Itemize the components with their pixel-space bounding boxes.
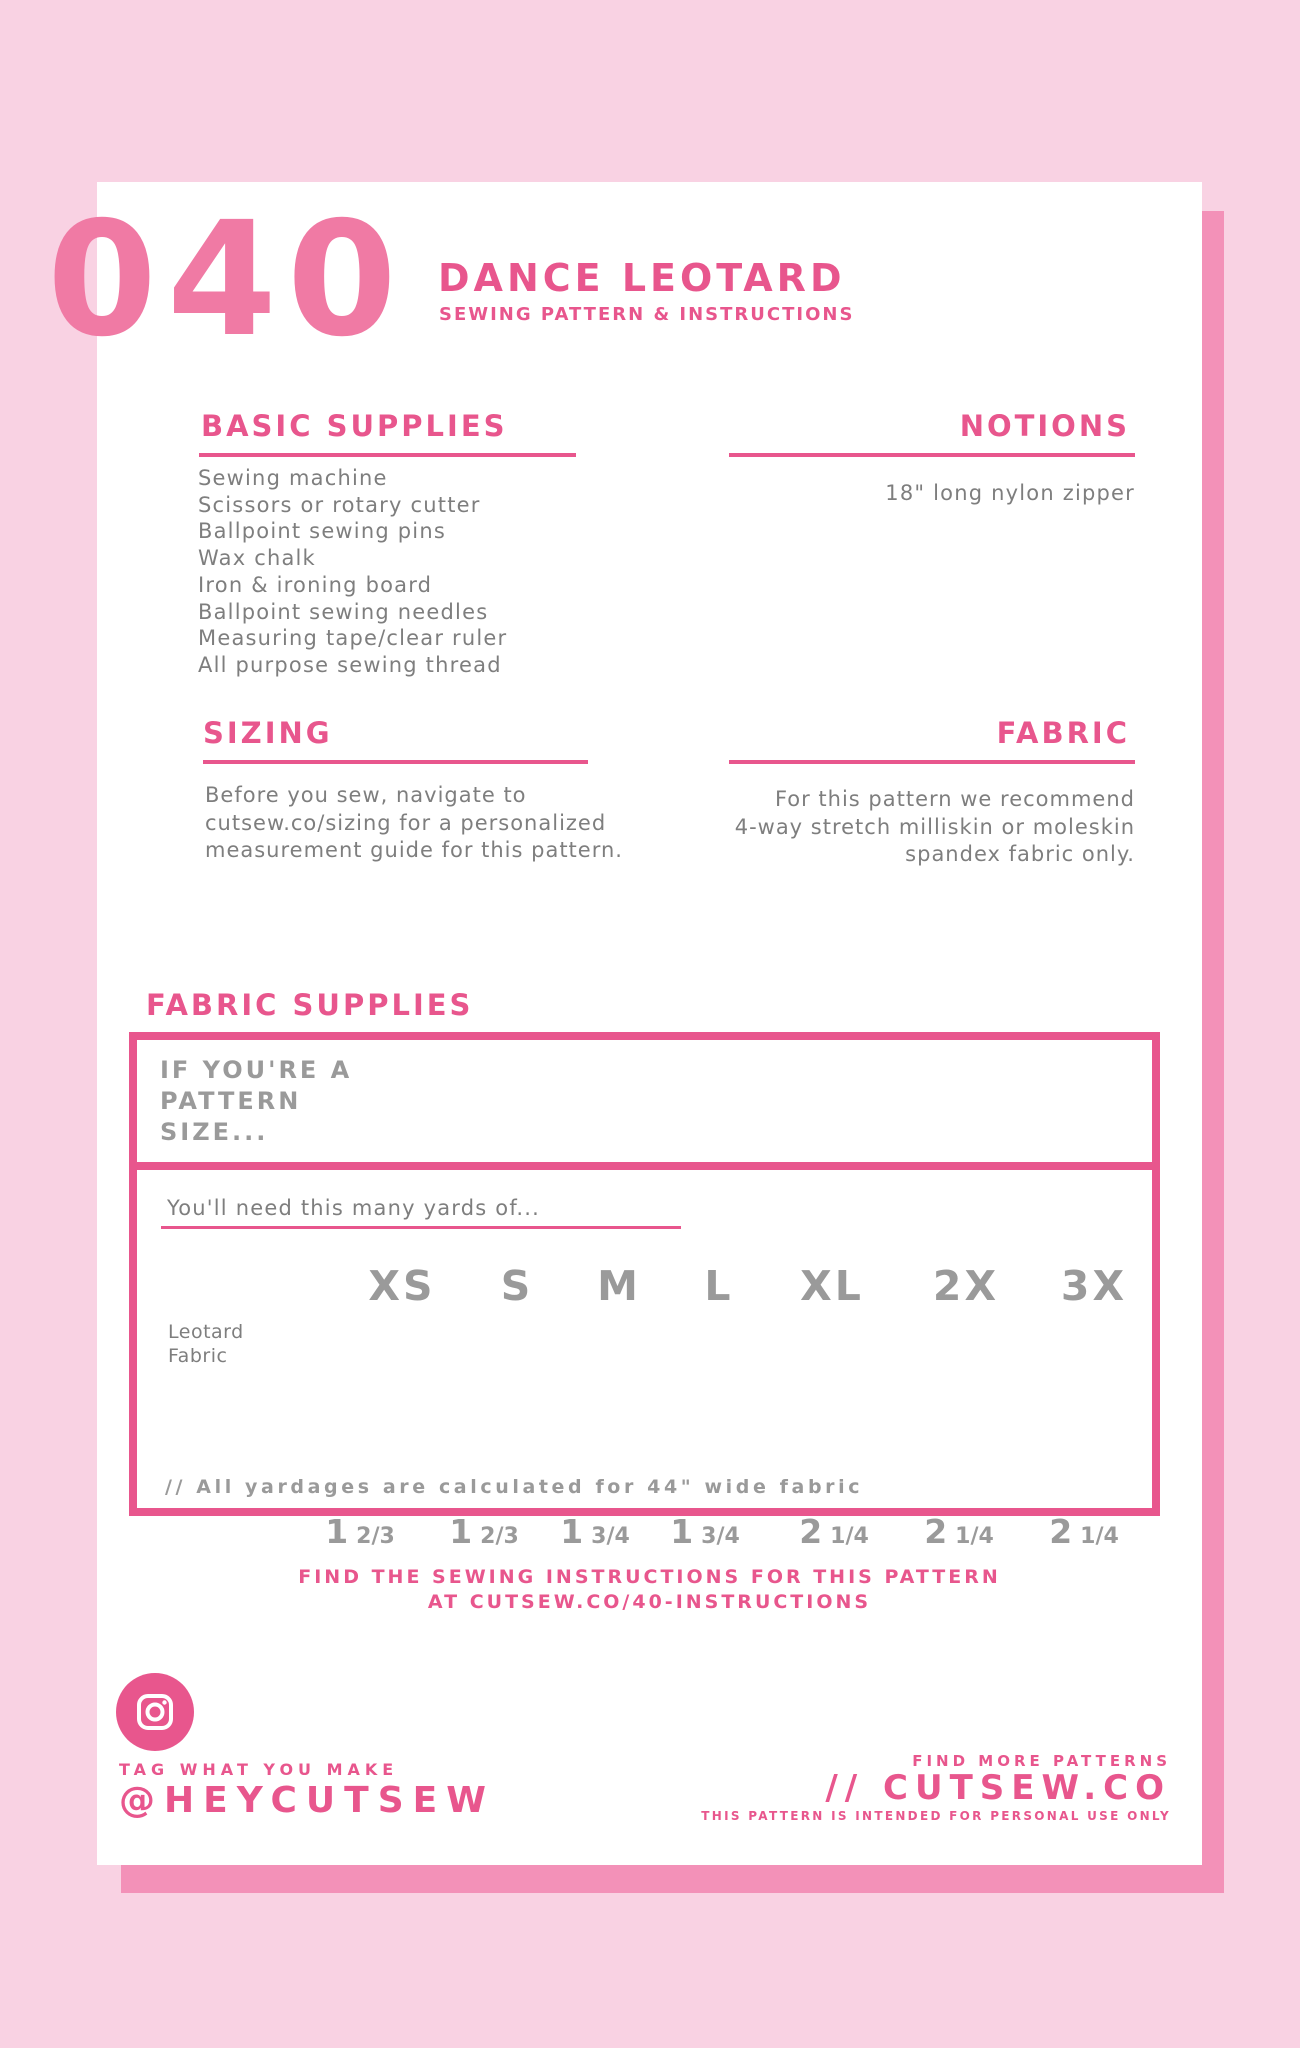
pattern-number: 040 xyxy=(47,188,407,372)
size-2x: 2X xyxy=(932,1262,1000,1310)
yardage-m: 1 3/4 xyxy=(560,1512,630,1551)
yards-intro: You'll need this many yards of... xyxy=(167,1196,541,1220)
list-item: Ballpoint sewing needles xyxy=(198,599,489,624)
basic-supplies-title: BASIC SUPPLIES xyxy=(201,409,508,443)
size-l: L xyxy=(704,1262,734,1310)
yardage-3x: 2 1/4 xyxy=(1049,1512,1119,1551)
sizing-title: SIZING xyxy=(203,716,333,750)
instagram-handle[interactable]: @HEYCUTSEW xyxy=(119,1780,495,1821)
fabric-text: For this pattern we recommend 4-way stretch milliskin or moleskin spandex fabric only. xyxy=(734,787,1135,866)
sizing-text: Before you sew, navigate to cutsew.co/sizing for a personalized measurement guide for this pattern. xyxy=(205,783,623,862)
list-item: Wax chalk xyxy=(198,546,316,571)
tag-line: TAG WHAT YOU MAKE xyxy=(119,1760,399,1779)
size-3x: 3X xyxy=(1060,1262,1128,1310)
site-link[interactable]: // CUTSEW.CO xyxy=(825,1768,1171,1808)
pattern-sheet xyxy=(47,182,1202,1865)
pattern-subtitle: SEWING PATTERN & INSTRUCTIONS xyxy=(439,304,855,325)
list-item: 18" long nylon zipper xyxy=(885,481,1135,505)
notions-rule xyxy=(729,453,1135,457)
yardage-footnote: // All yardages are calculated for 44" wide fabric xyxy=(165,1476,864,1498)
instructions-link[interactable]: FIND THE SEWING INSTRUCTIONS FOR THIS PATTERN AT CUTSEW.CO/40-INSTRUCTIONS xyxy=(298,1566,1001,1613)
pattern-title: DANCE LEOTARD xyxy=(438,256,846,300)
notions-title: NOTIONS xyxy=(959,409,1130,443)
fabric-rule xyxy=(729,760,1135,764)
basic-supplies-list xyxy=(198,465,507,679)
fabric-supplies-title: FABRIC SUPPLIES xyxy=(146,988,474,1022)
list-item: Iron & ironing board xyxy=(198,572,433,597)
yardage-s: 1 2/3 xyxy=(449,1512,519,1551)
yardage-xl: 2 1/4 xyxy=(799,1512,869,1551)
list-item: Sewing machine xyxy=(198,466,388,490)
disclaimer: THIS PATTERN IS INTENDED FOR PERSONAL USE ONLY xyxy=(701,1809,1171,1823)
sizing-rule xyxy=(203,760,588,764)
yards-intro-rule xyxy=(161,1226,681,1229)
yardage-l: 1 3/4 xyxy=(670,1512,740,1551)
yardage-xs: 1 2/3 xyxy=(325,1512,395,1551)
size-s: S xyxy=(500,1262,534,1310)
yardage-2x: 2 1/4 xyxy=(924,1512,994,1551)
size-m: M xyxy=(597,1262,641,1310)
row-label: Leotard Fabric xyxy=(168,1321,244,1367)
list-item: All purpose sewing thread xyxy=(198,652,502,677)
size-xl: XL xyxy=(800,1262,864,1310)
basic-supplies-rule xyxy=(199,453,576,457)
notions-list xyxy=(885,480,1135,507)
instagram-icon[interactable] xyxy=(116,1673,194,1751)
list-item: Ballpoint sewing pins xyxy=(198,519,446,544)
size-question: IF YOU'RE A PATTERN SIZE... xyxy=(160,1056,353,1146)
fabric-title: FABRIC xyxy=(996,716,1130,750)
list-item: Scissors or rotary cutter xyxy=(198,492,481,517)
size-xs: XS xyxy=(368,1262,436,1310)
find-more-label: FIND MORE PATTERNS xyxy=(912,1752,1171,1770)
list-item: Measuring tape/clear ruler xyxy=(198,626,508,651)
